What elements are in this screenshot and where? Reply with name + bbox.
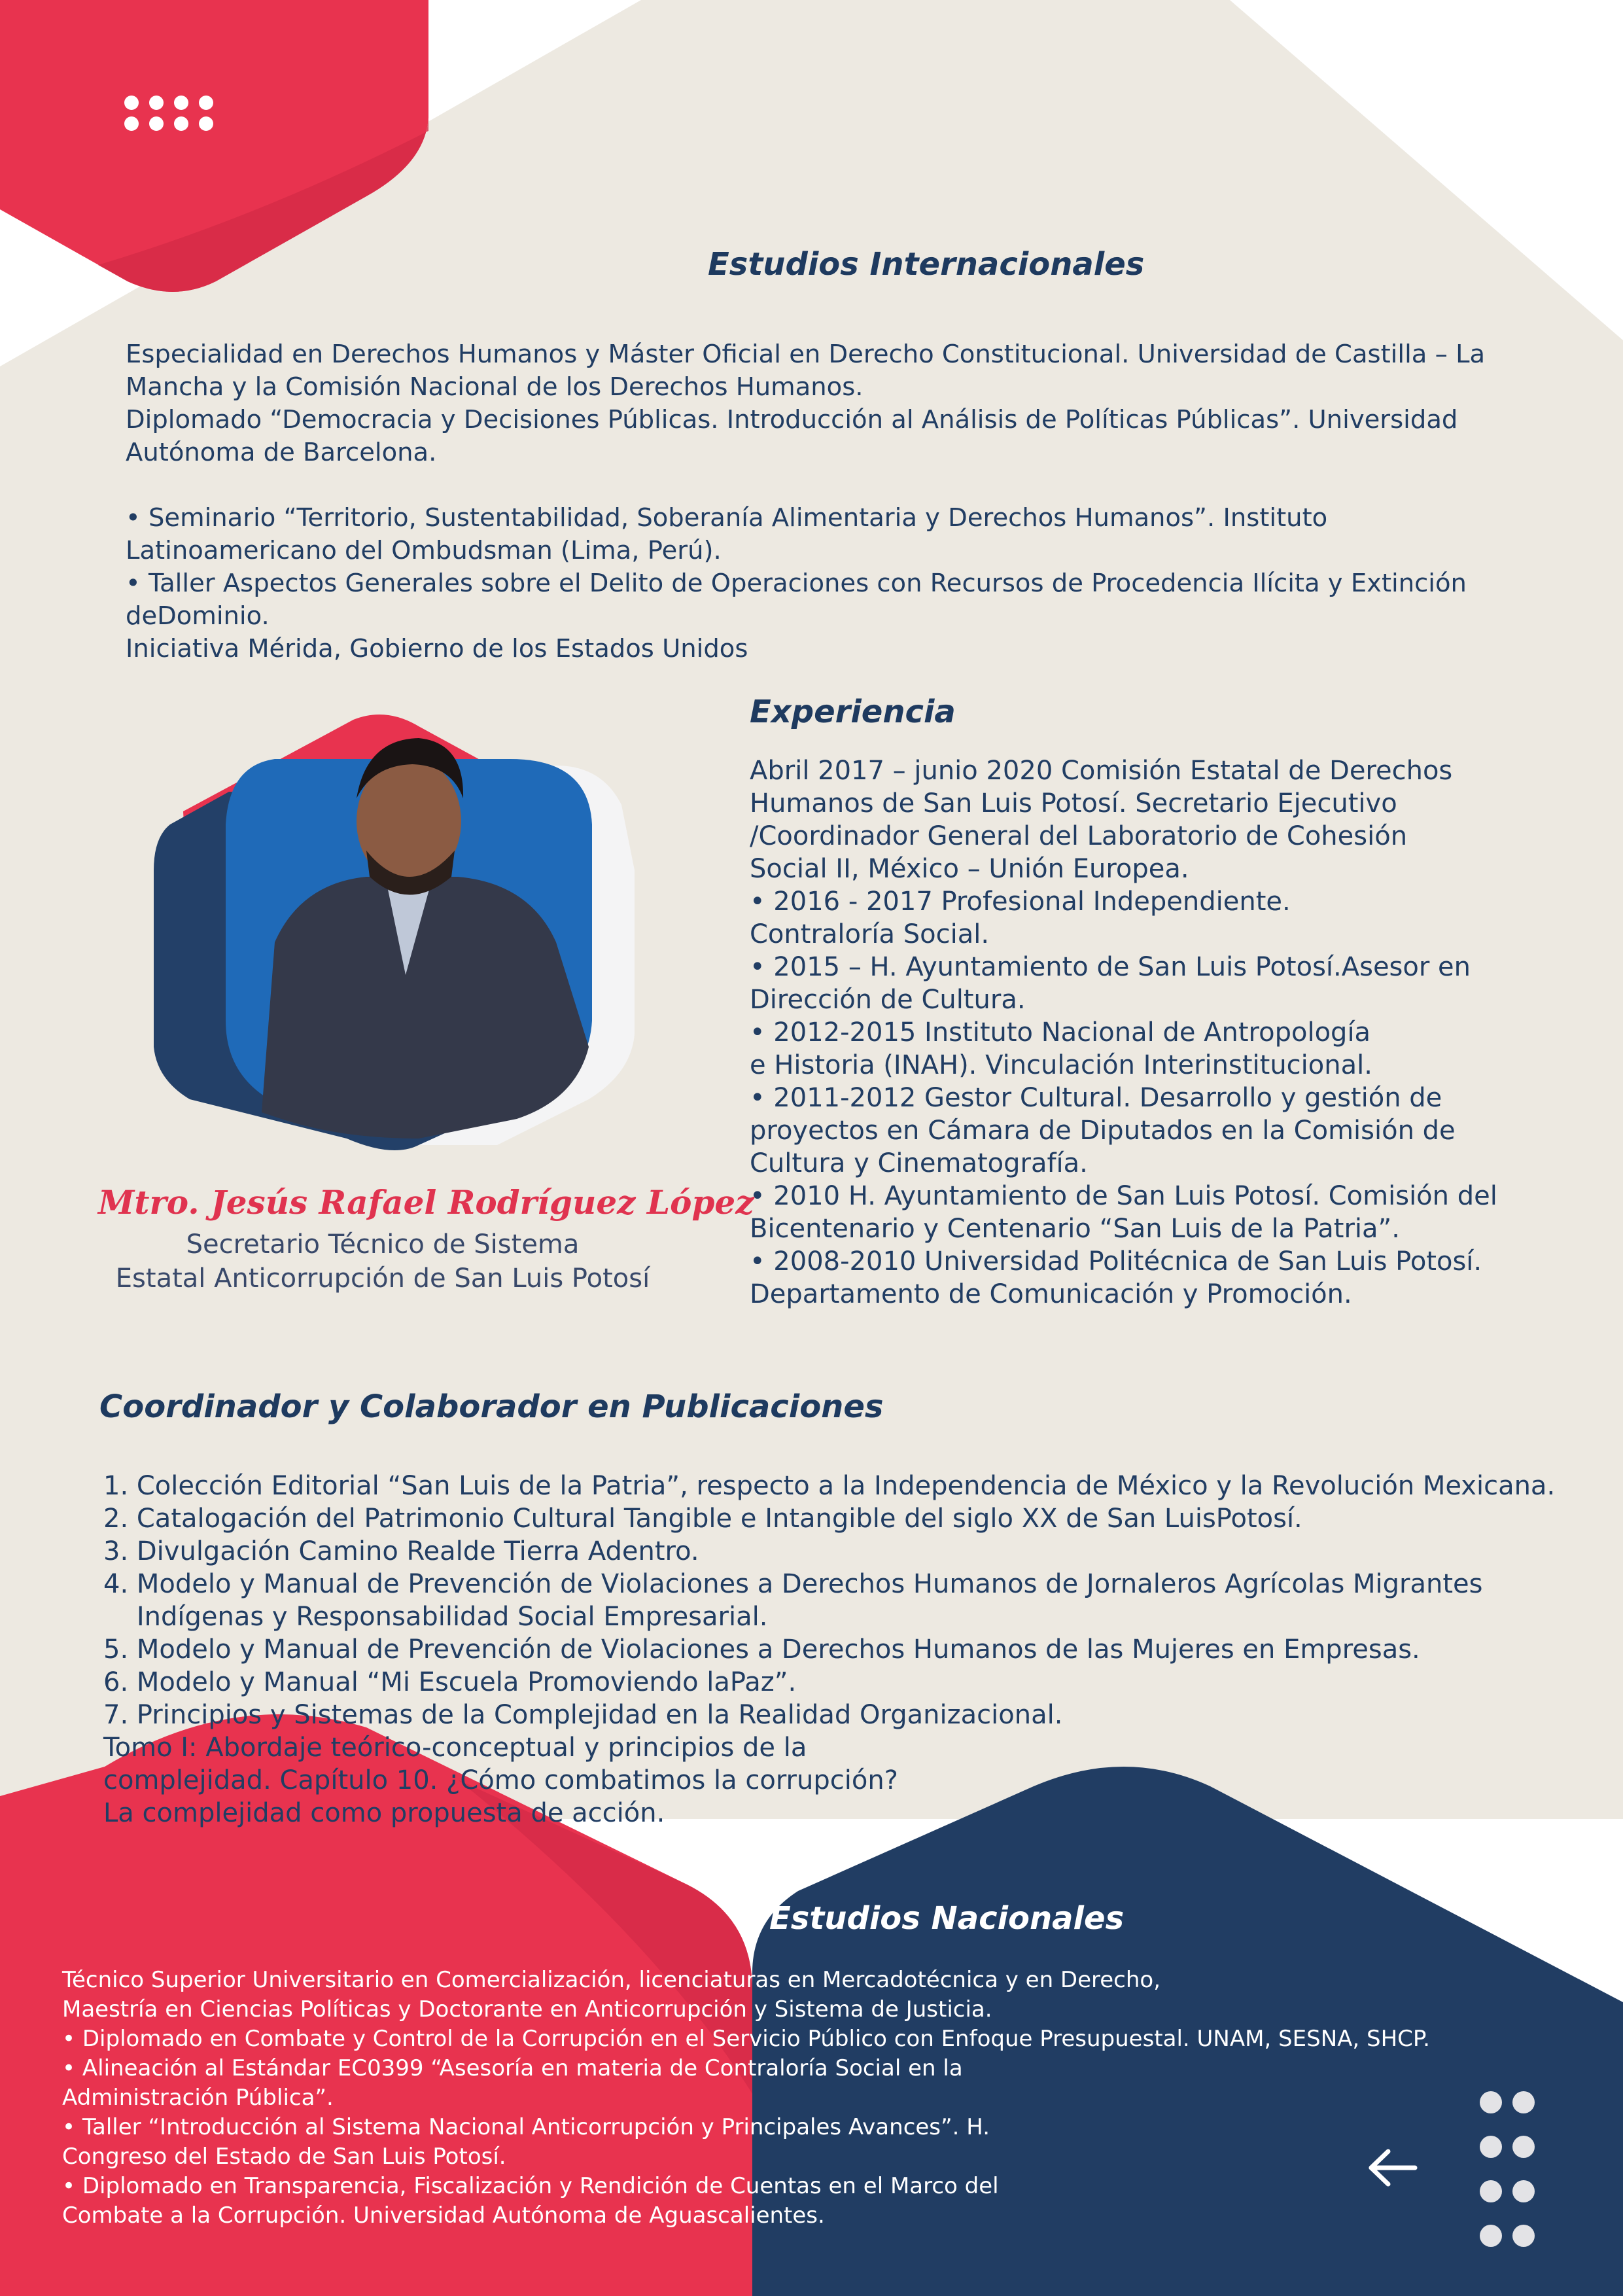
national-line: Congreso del Estado de San Luis Potosí.	[62, 2144, 506, 2170]
experience-line: Contraloría Social.	[750, 919, 990, 949]
experience-line: Departamento de Comunicación y Promoción.	[750, 1279, 1352, 1309]
experience-line: • 2012-2015 Instituto Nacional de Antropología	[750, 1017, 1371, 1048]
publication-item: Indígenas y Responsabilidad Social Empresarial.	[103, 1602, 768, 1632]
international-line: Mancha y la Comisión Nacional de los Derechos Humanos.	[126, 372, 864, 402]
national-line: Técnico Superior Universitario en Comercialización, licenciaturas en Mercadotécnica y en Derecho,	[62, 1967, 1161, 1993]
publication-item: 3. Divulgación Camino Realde Tierra Adentro.	[103, 1536, 699, 1566]
international-studies-text	[126, 338, 1485, 665]
publication-item: 5. Modelo y Manual de Prevención de Violaciones a Derechos Humanos de las Mujeres en Empresas.	[103, 1634, 1420, 1665]
person-role	[72, 1227, 693, 1296]
national-studies-text	[62, 1967, 1430, 2232]
arrow-left-icon[interactable]	[1366, 2145, 1418, 2191]
national-line: • Alineación al Estándar EC0399 “Asesoría en materia de Contraloría Social en la	[62, 2055, 963, 2081]
experience-line: Cultura y Cinematografía.	[750, 1148, 1088, 1178]
person-name: Mtro. Jesús Rafael Rodríguez López	[98, 1183, 754, 1222]
profile-photo	[226, 738, 592, 1139]
national-line: Combate a la Corrupción. Universidad Autónoma de Aguascalientes.	[62, 2202, 825, 2229]
publication-item: 4. Modelo y Manual de Prevención de Violaciones a Derechos Humanos de Jornaleros Agrícolas Migrantes	[103, 1569, 1483, 1599]
experience-line: proyectos en Cámara de Diputados en la Comisión de	[750, 1116, 1456, 1146]
experience-heading: Experiencia	[750, 694, 956, 730]
experience-line: Social II, México – Unión Europea.	[750, 854, 1189, 884]
experience-text	[750, 756, 1497, 1312]
national-studies-heading: Estudios Nacionales	[769, 1900, 1125, 1937]
international-line: Autónoma de Barcelona.	[126, 438, 437, 467]
publications-heading: Coordinador y Colaborador en Publicaciones	[99, 1388, 884, 1425]
dots-icon	[1480, 2091, 1545, 2255]
experience-line: /Coordinador General del Laboratorio de Cohesión	[750, 821, 1408, 851]
international-line: deDominio.	[126, 601, 270, 631]
person-role-line: Secretario Técnico de Sistema	[186, 1229, 580, 1260]
publication-item: 2. Catalogación del Patrimonio Cultural Tangible e Intangible del siglo XX de San LuisPotosí.	[103, 1504, 1302, 1534]
experience-line: • 2008-2010 Universidad Politécnica de San Luis Potosí.	[750, 1246, 1482, 1277]
international-line: • Taller Aspectos Generales sobre el Delito de Operaciones con Recursos de Procedencia Ilícita y Extinción	[126, 569, 1467, 598]
experience-line: • 2011-2012 Gestor Cultural. Desarrollo y gestión de	[750, 1083, 1442, 1113]
publication-item: La complejidad como propuesta de acción.	[103, 1798, 665, 1828]
experience-line: • 2015 – H. Ayuntamiento de San Luis Potosí.Asesor en	[750, 952, 1471, 982]
international-line: • Seminario “Territorio, Sustentabilidad, Soberanía Alimentaria y Derechos Humanos”. Instituto	[126, 503, 1328, 533]
publication-item: complejidad. Capítulo 10. ¿Cómo combatimos la corrupción?	[103, 1765, 898, 1795]
publication-item: 7. Principios y Sistemas de la Complejidad en la Realidad Organizacional.	[103, 1700, 1063, 1730]
experience-line: e Historia (INAH). Vinculación Interinstitucional.	[750, 1050, 1372, 1080]
experience-line: Abril 2017 – junio 2020 Comisión Estatal de Derechos	[750, 756, 1453, 786]
publications-list	[103, 1471, 1555, 1831]
international-line: Latinoamericano del Ombudsman (Lima, Perú).	[126, 536, 722, 565]
international-studies-heading: Estudios Internacionales	[708, 246, 1145, 283]
international-line: Iniciativa Mérida, Gobierno de los Estados Unidos	[126, 634, 748, 663]
experience-line: • 2010 H. Ayuntamiento de San Luis Potosí. Comisión del	[750, 1181, 1497, 1211]
national-line: • Diplomado en Transparencia, Fiscalización y Rendición de Cuentas en el Marco del	[62, 2173, 999, 2199]
national-line: Maestría en Ciencias Políticas y Doctorante en Anticorrupción y Sistema de Justicia.	[62, 1996, 992, 2022]
experience-line: Bicentenario y Centenario “San Luis de la Patria”.	[750, 1214, 1400, 1244]
publication-item: Tomo I: Abordaje teórico-conceptual y principios de la	[103, 1733, 807, 1763]
person-role-line: Estatal Anticorrupción de San Luis Potosí	[115, 1263, 650, 1294]
publication-item: 6. Modelo y Manual “Mi Escuela Promoviendo laPaz”.	[103, 1667, 797, 1697]
international-line: Diplomado “Democracia y Decisiones Públicas. Introducción al Análisis de Políticas Públicas”. Universidad	[126, 405, 1458, 434]
experience-line: • 2016 - 2017 Profesional Independiente.	[750, 887, 1291, 917]
publication-item: 1. Colección Editorial “San Luis de la Patria”, respecto a la Independencia de México y la Revolución Mexicana.	[103, 1471, 1556, 1501]
dots-icon	[124, 96, 222, 132]
experience-line: Dirección de Cultura.	[750, 985, 1026, 1015]
experience-line: Humanos de San Luis Potosí. Secretario Ejecutivo	[750, 788, 1397, 819]
national-line: • Taller “Introducción al Sistema Nacional Anticorrupción y Principales Avances”. H.	[62, 2114, 990, 2140]
national-line: Administración Pública”.	[62, 2085, 334, 2111]
national-line: • Diplomado en Combate y Control de la Corrupción en el Servicio Público con Enfoque Presupuestal. UNAM, SESNA, SHCP.	[62, 2026, 1430, 2052]
international-line: Especialidad en Derechos Humanos y Máster Oficial en Derecho Constitucional. Universidad de Castilla – La	[126, 340, 1486, 369]
